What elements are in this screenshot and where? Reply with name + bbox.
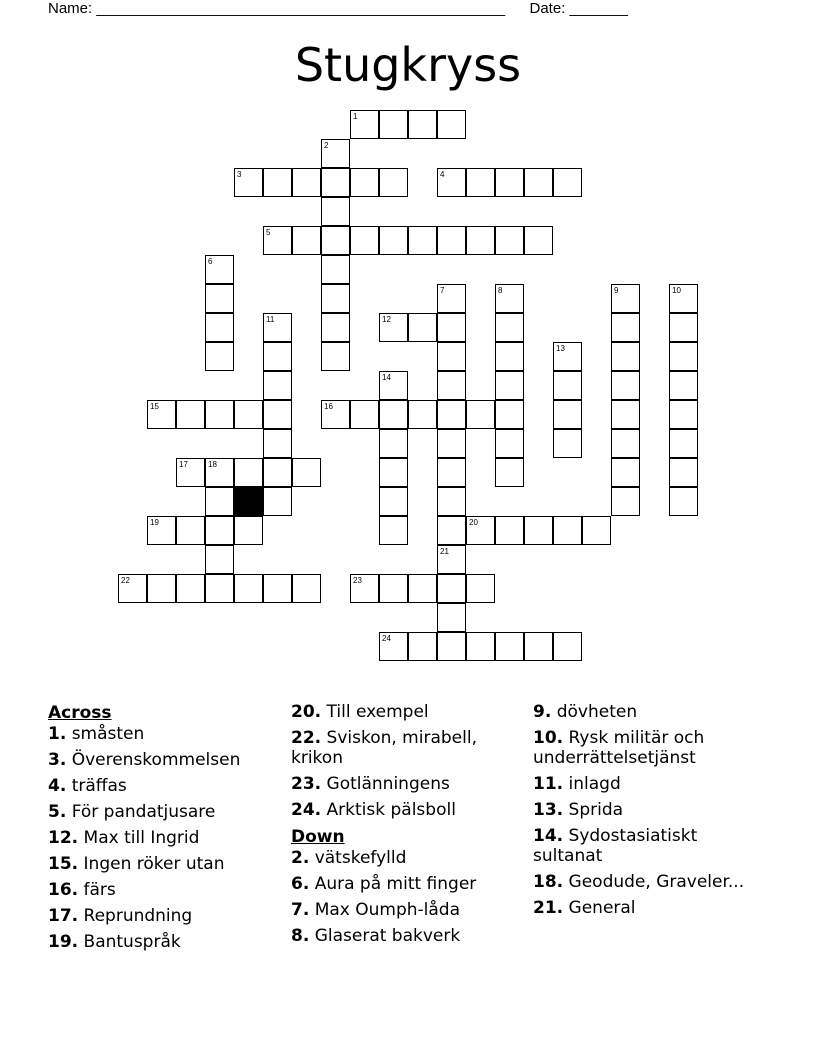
clue-number: 10. bbox=[533, 728, 564, 748]
grid-cell[interactable] bbox=[495, 371, 524, 400]
grid-cell[interactable] bbox=[176, 400, 205, 429]
clue-text: Max Oumph-låda bbox=[314, 900, 461, 920]
grid-cell[interactable] bbox=[205, 313, 234, 342]
clue-number: 8. bbox=[291, 926, 310, 946]
grid-cell[interactable] bbox=[205, 284, 234, 313]
grid-cell[interactable] bbox=[611, 371, 640, 400]
grid-cell[interactable] bbox=[234, 400, 263, 429]
grid-cell[interactable] bbox=[408, 110, 437, 139]
cell-number: 22 bbox=[121, 576, 130, 585]
clue-text: Bantuspråk bbox=[83, 932, 181, 952]
clue-text: Glaserat bakverk bbox=[314, 926, 461, 946]
grid-cell[interactable] bbox=[437, 400, 466, 429]
down-heading: Down bbox=[291, 827, 345, 847]
clues-column-2 bbox=[291, 702, 531, 952]
clue-text: träffas bbox=[71, 776, 127, 796]
cell-number: 6 bbox=[208, 257, 213, 266]
clue-down-11 bbox=[533, 774, 763, 794]
clue-text: Sprida bbox=[568, 800, 624, 820]
cell-number: 10 bbox=[672, 286, 681, 295]
grid-cell[interactable] bbox=[466, 168, 495, 197]
cell-number: 5 bbox=[266, 228, 271, 237]
grid-cell[interactable] bbox=[466, 226, 495, 255]
cell-number: 19 bbox=[150, 518, 159, 527]
grid-cell[interactable] bbox=[263, 458, 292, 487]
cell-number: 20 bbox=[469, 518, 478, 527]
grid-cell[interactable] bbox=[205, 400, 234, 429]
name-field[interactable]: _________________________________________________ bbox=[96, 0, 506, 17]
clues-column-1 bbox=[48, 702, 288, 958]
name-label: Name: bbox=[48, 0, 93, 17]
grid-cell[interactable] bbox=[611, 400, 640, 429]
grid-cell[interactable] bbox=[234, 458, 263, 487]
grid-cell[interactable] bbox=[408, 313, 437, 342]
grid-cell[interactable] bbox=[437, 371, 466, 400]
grid-cell[interactable] bbox=[379, 400, 408, 429]
grid-cell[interactable] bbox=[553, 632, 582, 661]
clue-number: 22. bbox=[291, 728, 322, 748]
grid-cell[interactable] bbox=[379, 429, 408, 458]
clue-across-19 bbox=[48, 932, 288, 952]
black-cell bbox=[234, 487, 263, 516]
clue-text: Till exempel bbox=[326, 702, 429, 722]
clue-number: 17. bbox=[48, 906, 79, 926]
clue-number: 24. bbox=[291, 800, 322, 820]
date-label: Date: bbox=[529, 0, 566, 17]
grid-cell[interactable] bbox=[321, 197, 350, 226]
clue-across-17 bbox=[48, 906, 288, 926]
cell-number: 2 bbox=[324, 141, 329, 150]
grid-cell[interactable] bbox=[553, 516, 582, 545]
grid-cell[interactable] bbox=[263, 400, 292, 429]
cell-number: 3 bbox=[237, 170, 242, 179]
grid-cell[interactable] bbox=[234, 516, 263, 545]
grid-cell[interactable] bbox=[292, 168, 321, 197]
clue-text: vätskefylld bbox=[314, 848, 407, 868]
clue-text: Överenskommelsen bbox=[71, 750, 241, 770]
clue-down-6 bbox=[291, 874, 531, 894]
clue-number: 18. bbox=[533, 872, 564, 892]
grid-cell[interactable] bbox=[263, 487, 292, 516]
grid-cell[interactable] bbox=[495, 632, 524, 661]
grid-cell[interactable] bbox=[495, 342, 524, 371]
grid-cell[interactable] bbox=[408, 632, 437, 661]
grid-cell[interactable] bbox=[524, 168, 553, 197]
grid-cell[interactable] bbox=[437, 516, 466, 545]
grid-cell[interactable] bbox=[292, 574, 321, 603]
cell-number: 13 bbox=[556, 344, 565, 353]
clue-text: Sydostasiatiskt sultanat bbox=[533, 826, 698, 866]
cell-number: 18 bbox=[208, 460, 217, 469]
grid-cell[interactable] bbox=[379, 168, 408, 197]
cell-number: 15 bbox=[150, 402, 159, 411]
grid-cell[interactable] bbox=[437, 458, 466, 487]
clue-text: Max till Ingrid bbox=[83, 828, 200, 848]
clue-number: 1. bbox=[48, 724, 67, 744]
grid-cell[interactable] bbox=[379, 110, 408, 139]
grid-cell[interactable] bbox=[292, 458, 321, 487]
cell-number: 24 bbox=[382, 634, 391, 643]
cell-number: 12 bbox=[382, 315, 391, 324]
clue-number: 5. bbox=[48, 802, 67, 822]
clue-across-24 bbox=[291, 800, 531, 820]
clue-down-9 bbox=[533, 702, 763, 722]
grid-cell[interactable] bbox=[350, 168, 379, 197]
clue-text: Reprundning bbox=[83, 906, 193, 926]
clue-text: Aura på mitt finger bbox=[314, 874, 477, 894]
grid-cell[interactable] bbox=[437, 313, 466, 342]
grid-cell[interactable] bbox=[524, 632, 553, 661]
grid-cell[interactable] bbox=[437, 574, 466, 603]
grid-cell[interactable] bbox=[669, 487, 698, 516]
clue-number: 15. bbox=[48, 854, 79, 874]
grid-cell[interactable] bbox=[408, 574, 437, 603]
clue-across-3 bbox=[48, 750, 288, 770]
grid-cell[interactable] bbox=[263, 342, 292, 371]
clue-number: 19. bbox=[48, 932, 79, 952]
clue-text: dövheten bbox=[556, 702, 638, 722]
cell-number: 14 bbox=[382, 373, 391, 382]
clue-across-4 bbox=[48, 776, 288, 796]
grid-cell[interactable] bbox=[669, 458, 698, 487]
grid-cell[interactable] bbox=[408, 226, 437, 255]
clue-number: 12. bbox=[48, 828, 79, 848]
clue-text: Rysk militär och underrättelsetjänst bbox=[533, 728, 705, 768]
clue-down-8 bbox=[291, 926, 531, 946]
grid-cell[interactable] bbox=[524, 226, 553, 255]
clue-down-13 bbox=[533, 800, 763, 820]
grid-cell[interactable] bbox=[611, 487, 640, 516]
grid-cell[interactable] bbox=[205, 516, 234, 545]
grid-cell[interactable] bbox=[611, 342, 640, 371]
cell-number: 7 bbox=[440, 286, 445, 295]
grid-cell[interactable] bbox=[205, 574, 234, 603]
clue-text: Gotlänningens bbox=[326, 774, 450, 794]
clue-across-1 bbox=[48, 724, 288, 744]
grid-cell[interactable] bbox=[495, 429, 524, 458]
date-field[interactable]: _______ bbox=[569, 0, 628, 17]
clue-across-5 bbox=[48, 802, 288, 822]
grid-cell[interactable] bbox=[495, 226, 524, 255]
grid-cell[interactable] bbox=[321, 168, 350, 197]
cell-number: 9 bbox=[614, 286, 619, 295]
grid-cell[interactable] bbox=[321, 342, 350, 371]
clue-across-23 bbox=[291, 774, 531, 794]
grid-cell[interactable] bbox=[437, 110, 466, 139]
cell-number: 8 bbox=[498, 286, 503, 295]
cell-number: 1 bbox=[353, 112, 358, 121]
grid-cell[interactable] bbox=[437, 429, 466, 458]
grid-cell[interactable] bbox=[495, 400, 524, 429]
grid-cell[interactable] bbox=[234, 574, 263, 603]
clue-number: 14. bbox=[533, 826, 564, 846]
clue-number: 7. bbox=[291, 900, 310, 920]
grid-cell[interactable] bbox=[263, 371, 292, 400]
clue-number: 9. bbox=[533, 702, 552, 722]
grid-cell[interactable] bbox=[379, 516, 408, 545]
cell-number: 23 bbox=[353, 576, 362, 585]
grid-cell[interactable] bbox=[176, 516, 205, 545]
grid-cell[interactable] bbox=[524, 516, 553, 545]
grid-cell[interactable] bbox=[437, 342, 466, 371]
grid-cell[interactable] bbox=[466, 400, 495, 429]
cell-number: 21 bbox=[440, 547, 449, 556]
grid-cell[interactable] bbox=[466, 574, 495, 603]
clue-number: 13. bbox=[533, 800, 564, 820]
across-heading: Across bbox=[48, 703, 112, 723]
grid-cell[interactable] bbox=[582, 516, 611, 545]
grid-cell[interactable] bbox=[611, 429, 640, 458]
cell-number: 16 bbox=[324, 402, 333, 411]
grid-cell[interactable] bbox=[611, 313, 640, 342]
grid-cell[interactable] bbox=[379, 458, 408, 487]
clue-across-20 bbox=[291, 702, 531, 722]
clue-number: 20. bbox=[291, 702, 322, 722]
grid-cell[interactable] bbox=[292, 226, 321, 255]
clues-column-3 bbox=[533, 702, 763, 924]
clue-text: Arktisk pälsboll bbox=[326, 800, 456, 820]
grid-cell[interactable] bbox=[437, 632, 466, 661]
grid-cell[interactable] bbox=[147, 574, 176, 603]
clue-number: 6. bbox=[291, 874, 310, 894]
clue-number: 2. bbox=[291, 848, 310, 868]
clue-number: 11. bbox=[533, 774, 564, 794]
grid-cell[interactable] bbox=[321, 226, 350, 255]
clue-down-14 bbox=[533, 826, 763, 866]
clue-across-15 bbox=[48, 854, 288, 874]
clue-number: 4. bbox=[48, 776, 67, 796]
clue-across-22 bbox=[291, 728, 531, 768]
grid-cell[interactable] bbox=[495, 516, 524, 545]
clue-text: Sviskon, mirabell, krikon bbox=[291, 728, 477, 768]
grid-cell[interactable] bbox=[205, 545, 234, 574]
grid-cell[interactable] bbox=[350, 226, 379, 255]
clue-number: 3. bbox=[48, 750, 67, 770]
grid-cell[interactable] bbox=[553, 168, 582, 197]
grid-cell[interactable] bbox=[437, 226, 466, 255]
grid-cell[interactable] bbox=[205, 342, 234, 371]
grid-cell[interactable] bbox=[669, 313, 698, 342]
clue-number: 21. bbox=[533, 898, 564, 918]
grid-cell[interactable] bbox=[263, 429, 292, 458]
grid-cell[interactable] bbox=[669, 429, 698, 458]
grid-cell[interactable] bbox=[669, 371, 698, 400]
grid-cell[interactable] bbox=[669, 400, 698, 429]
grid-cell[interactable] bbox=[611, 458, 640, 487]
clue-text: Ingen röker utan bbox=[83, 854, 225, 874]
grid-cell[interactable] bbox=[495, 313, 524, 342]
cell-number: 17 bbox=[179, 460, 188, 469]
grid-cell[interactable] bbox=[379, 226, 408, 255]
clue-text: För pandatjusare bbox=[71, 802, 216, 822]
grid-cell[interactable] bbox=[553, 400, 582, 429]
clue-text: färs bbox=[83, 880, 116, 900]
clue-across-12 bbox=[48, 828, 288, 848]
grid-cell[interactable] bbox=[263, 574, 292, 603]
clue-across-16 bbox=[48, 880, 288, 900]
cell-number: 11 bbox=[266, 315, 275, 324]
clue-number: 16. bbox=[48, 880, 79, 900]
grid-cell[interactable] bbox=[176, 574, 205, 603]
clue-text: General bbox=[568, 898, 636, 918]
clue-text: inlagd bbox=[568, 774, 621, 794]
clue-down-2 bbox=[291, 848, 531, 868]
page-title: Stugkryss bbox=[294, 38, 522, 92]
grid-cell[interactable] bbox=[321, 313, 350, 342]
grid-cell[interactable] bbox=[350, 400, 379, 429]
clue-down-7 bbox=[291, 900, 531, 920]
grid-cell[interactable] bbox=[321, 255, 350, 284]
grid-cell[interactable] bbox=[437, 603, 466, 632]
grid-cell[interactable] bbox=[495, 458, 524, 487]
grid-cell[interactable] bbox=[437, 487, 466, 516]
grid-cell[interactable] bbox=[263, 168, 292, 197]
grid-cell[interactable] bbox=[408, 400, 437, 429]
grid-cell[interactable] bbox=[466, 632, 495, 661]
cell-number: 4 bbox=[440, 170, 445, 179]
clue-down-21 bbox=[533, 898, 763, 918]
grid-cell[interactable] bbox=[379, 574, 408, 603]
grid-cell[interactable] bbox=[553, 371, 582, 400]
grid-cell[interactable] bbox=[205, 487, 234, 516]
grid-cell[interactable] bbox=[321, 284, 350, 313]
grid-cell[interactable] bbox=[495, 168, 524, 197]
clue-text: Geodude, Graveler... bbox=[568, 872, 745, 892]
clue-number: 23. bbox=[291, 774, 322, 794]
grid-cell[interactable] bbox=[669, 342, 698, 371]
clue-down-10 bbox=[533, 728, 763, 768]
clue-down-18 bbox=[533, 872, 763, 892]
grid-cell[interactable] bbox=[553, 429, 582, 458]
clue-text: småsten bbox=[71, 724, 145, 744]
grid-cell[interactable] bbox=[379, 487, 408, 516]
